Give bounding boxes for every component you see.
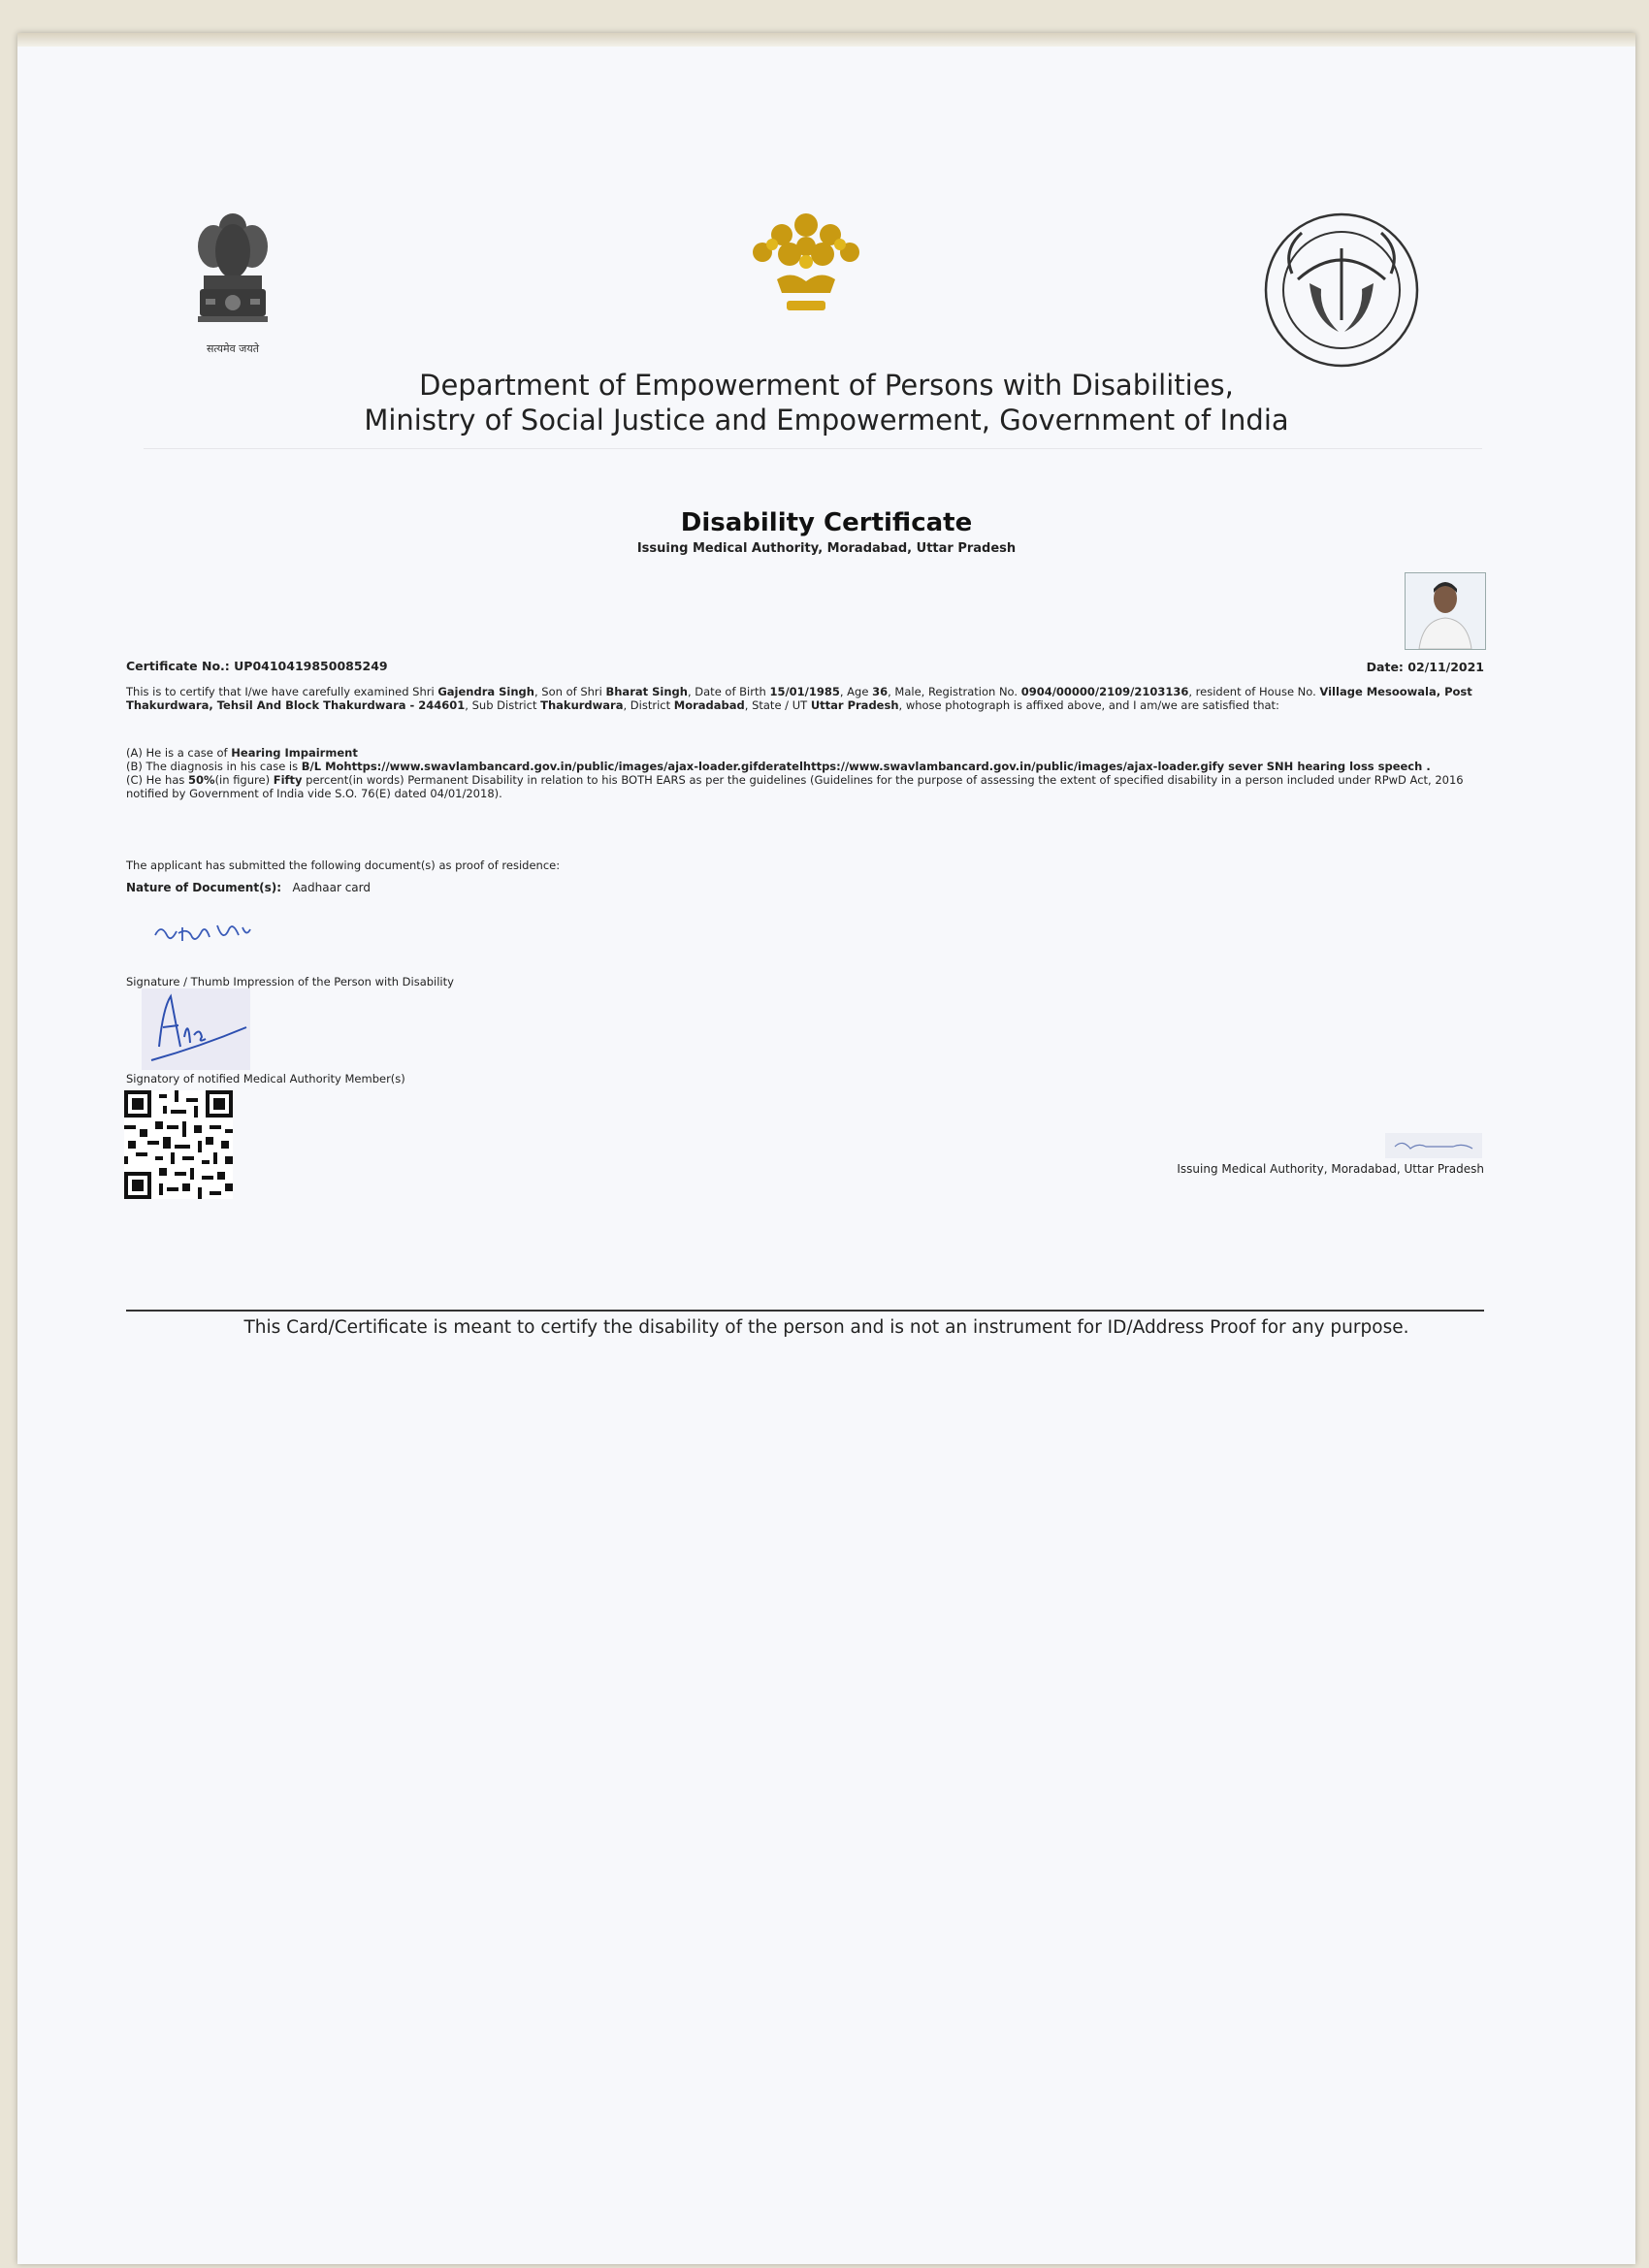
paragraph-tail: , whose photograph is affixed above, and I am/we are satisfied that: [898,698,1279,712]
subdistrict-value: Thakurdwara [540,698,624,712]
national-emblem-icon [184,198,281,363]
person-signature [149,914,256,953]
certificate-title: Disability Certificate [680,508,973,537]
registration-number: 0904/00000/2109/2103136 [1020,685,1189,698]
father-name: Bharat Singh [605,685,688,698]
date-label: Date: [1366,660,1404,674]
emblem-caption: सत्यमेव जयते [206,342,259,355]
finding-c-rest: percent(in words) Permanent Disability in relation to his BOTH EARS as per the guidelines (Guidelines for the purpose of assessing the extent of specified disability in a person included under RPwD Act, 2016 notified by Government of India vide S.O. 76(E) dated 04/01/2018). [126,773,1464,800]
finding-a-value: Hearing Impairment [231,746,358,760]
finding-a-prefix: (A) He is a case of [126,746,228,760]
district-label: , District [623,698,671,712]
subdistrict-label: , Sub District [465,698,537,712]
certificate-date [1346,660,1484,674]
in-figure-text: (in figure) [214,773,271,787]
qr-code [124,1090,233,1199]
paper-fold [17,33,1635,47]
nature-label: Nature of Document(s): [126,881,281,894]
age-value: 36 [872,685,889,698]
header-divider [144,448,1482,449]
certificate-number-value: UP0410419850085249 [234,659,388,673]
findings-block [126,746,1494,800]
district-value: Moradabad [673,698,745,712]
finding-c [126,773,1494,800]
address: Village Mesoowala, Post Thakurdwara, Tehsil And Block Thakurdwara - 244601 [126,685,1472,712]
medical-authority-signature [142,988,250,1070]
finding-b-prefix: (B) The diagnosis in his case is [126,760,299,773]
certificate-subtitle: Issuing Medical Authority, Moradabad, Uttar Pradesh [636,541,1017,556]
medical-signature-caption: Signatory of notified Medical Authority Member(s) [126,1072,405,1085]
issuing-authority: Issuing Medical Authority, Moradabad, Uttar Pradesh [1177,1162,1484,1176]
certificate-number [126,659,388,673]
son-of-text: , Son of Shri [534,685,602,698]
nature-value: Aadhaar card [292,881,371,894]
state-value: Uttar Pradesh [810,698,899,712]
date-of-birth: 15/01/1985 [769,685,840,698]
disability-percent-words: Fifty [273,773,303,787]
department-line-2: Ministry of Social Justice and Empowerment, Government of India [364,404,1289,437]
intro-text: This is to certify that I/we have carefully examined Shri [126,685,435,698]
finding-c-prefix: (C) He has [126,773,185,787]
nature-of-document [126,881,1494,894]
state-label: , State / UT [744,698,808,712]
resident-label: , resident of House No. [1188,685,1316,698]
person-signature-caption: Signature / Thumb Impression of the Person with Disability [126,975,454,988]
person-name: Gajendra Singh [437,685,534,698]
date-value: 02/11/2021 [1407,660,1484,674]
authority-stamp [1385,1131,1482,1160]
footer-divider [126,1310,1484,1312]
footer-note: This Card/Certificate is meant to certify the disability of the person and is not an instrument for ID/Address Proof for any purpose. [243,1317,1409,1338]
residence-statement: The applicant has submitted the following document(s) as proof of residence: [126,859,561,872]
department-line-1: Department of Empowerment of Persons with Disabilities, [419,369,1234,402]
certificate-sheet [17,33,1635,2264]
uttar-pradesh-seal-icon [1263,211,1420,369]
certification-paragraph [126,685,1494,712]
disability-percent: 50% [188,773,215,787]
finding-a [126,746,1494,760]
accessible-india-logo [733,204,879,330]
finding-b-value: B/L Mohttps://www.swavlambancard.gov.in/public/images/ajax-loader.gifderatelhttps://www.swavlambancard.gov.in/public/images/ajax-loader.gify sever SNH hearing loss speech . [301,760,1431,773]
applicant-photo [1405,572,1486,650]
finding-b [126,760,1494,773]
dob-label: , Date of Birth [687,685,766,698]
age-label: , Age [839,685,869,698]
certificate-number-label: Certificate No.: [126,659,230,673]
gender-registration-label: , Male, Registration No. [888,685,1018,698]
